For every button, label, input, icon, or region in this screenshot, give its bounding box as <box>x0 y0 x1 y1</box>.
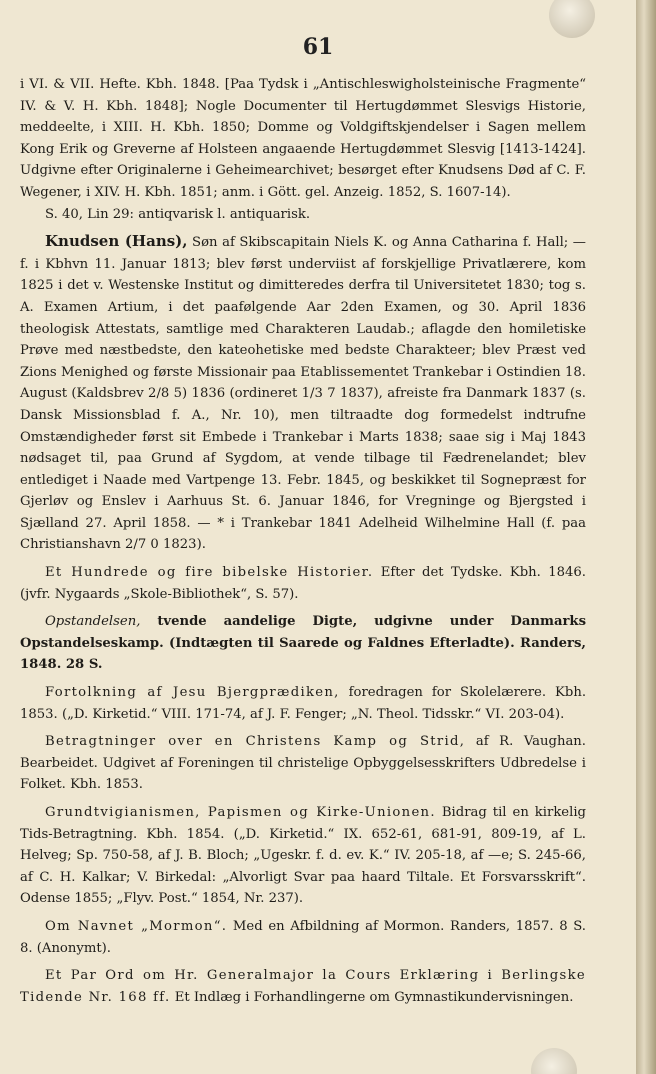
work-title: Et Par Ord om Hr. Generalmajor la Cours Erklæring i Berlingske Tidende Nr. 168 ff. <box>20 968 586 1005</box>
work-details: Efter det Tydske. Kbh. 1846. (jvfr. Nygaards „Skole-Bibliothek“, S. 57). <box>20 565 586 602</box>
work-title: Opstandelsen, <box>45 614 141 630</box>
entry-body: Søn af Skibscapitain Niels K. og Anna Catharina f. Hall; — f. i Kbhvn 11. Januar 1813; blev først underviist af forskjellige Privatlærere, kom 1825 i det v. Westenske Institut og dimitteredes derfra til Universitetet 1830; tog s. A. Examen Artium, i det paafølgende Aar 2den Examen, og 30. April 1836 theologisk Attestats, samtlige med Charakteren Laudab.; aflagde den homiletiske Prøve med næstbedste, den kateohetiske med bedste Charakteer; blev Præst ved Zions Menighed og første Missionair paa Etablissementet Trankebar i Ostindien 18. August (Kaldsbrev 2/8 5) 1836 (ordineret 1/3 7 1837), afreiste fra Danmark 1837 (s. Dansk Missionsblad f. A., Nr. 10), men tiltraadte dog formedelst indtrufne Omstændigheder først sit Embede i Trankebar i Marts 1838; saae sig i Maj 1843 nødsaget til, paa Grund af Sygdom, at vende tilbage til Fædrenelandet; blev entlediget i Naade med Vartpenge 13. Febr. 1845, og beskikket til Sognepræst for Gjerløv og Enslev i Aarhuus St. 6. Januar 1846, for Vregninge og Bjergsted i Sjælland 27. April 1858. — * i Trankebar 1841 Adelheid Wilhelmine Hall (f. paa Christianshavn 2/7 0 1823). <box>20 235 586 553</box>
work-entry-7 <box>20 965 586 1008</box>
work-entry-3 <box>20 682 586 725</box>
work-entry-5 <box>20 802 586 910</box>
work-details: Med en Afbildning af Mormon. Randers, 1857. 8 S. 8. (Anonymt). <box>20 918 586 956</box>
erratum-line: S. 40, Lin 29: antiqvarisk l. antiquarisk. <box>45 206 311 222</box>
work-entry-4 <box>20 731 586 796</box>
work-title: Et Hundrede og fire bibelske Historier. <box>45 565 374 581</box>
work-details: Bidrag til en kirkelig Tids-Betragtning. Kbh. 1854. („D. Kirketid.“ IX. 652-61, 681-91, 809-19, af L. Helveg; Sp. 750-58, af J. B. Bloch; „Ugeskr. f. d. ev. K.“ IV. 205-18, af —e; S. 245-66, af C. H. Kalkar; V. Birkedal: „Alvorligt Svar paa haard Tiltale. Et Forsvarsskrift“. Odense 1855; „Flyv. Post.“ 1854, Nr. 237). <box>20 805 586 907</box>
work-title: Grundtvigianismen, Papismen og Kirke-Unionen. <box>45 805 436 820</box>
page-number: 61 <box>302 34 334 60</box>
work-title: Fortolkning af Jesu Bjergprædiken, <box>45 685 340 701</box>
work-title: Om Navnet „Mormon“. <box>45 918 228 934</box>
page-stain-bottom <box>531 1048 577 1074</box>
work-entry-2 <box>20 611 586 676</box>
page-stain-top <box>549 0 595 38</box>
page-text <box>20 74 586 1008</box>
work-title: Betragtninger over en Christens Kamp og Strid, <box>45 734 466 750</box>
book-page-edge <box>636 0 656 1074</box>
biography-entry <box>20 231 586 556</box>
paragraph-continuation: i VI. & VII. Hefte. Kbh. 1848. [Paa Tydsk i „Antischleswigholsteinische Fragmente“ IV. & V. H. Kbh. 1848]; Nogle Documenter til Hertugdømmet Slesvigs Historie, meddeelte, i XIII. H. Kbh. 1850; Domme og Voldgiftskjendelser i Sagen mellem Kong Erik og Greverne af Holsteen angaaende Hertugdømmet Slesvig [1413-1424]. Udgivne efter Originalerne i Geheimearchivet; besørget efter Knudsens Død af C. F. Wegener, i XIV. H. Kbh. 1851; anm. i Gött. gel. Anzeig. 1852, S. 1607-14). <box>20 77 586 200</box>
work-details: Et Indlæg i Forhandlingerne om Gymnastikundervisningen. <box>170 989 574 1005</box>
work-details: foredragen for Skolelærere. Kbh. 1853. („D. Kirketid.“ VIII. 171-74, af J. F. Fenger; „N. Theol. Tidsskr.“ VI. 203-04). <box>20 685 587 722</box>
work-entry-1 <box>20 562 586 605</box>
work-details: af R. Vaughan. Bearbeidet. Udgivet af Foreningen til christelige Opbyggelsesskrifters Udbredelse i Folket. Kbh. 1853. <box>20 734 586 793</box>
work-details: tvende aandelige Digte, udgivne under Danmarks Opstandelseskamp. (Indtægten til Saarede og Faldnes Efterladte). Randers, 1848. 28 S. <box>20 614 586 673</box>
work-entry-6 <box>20 916 586 959</box>
entry-headword: Knudsen (Hans), <box>45 232 188 251</box>
